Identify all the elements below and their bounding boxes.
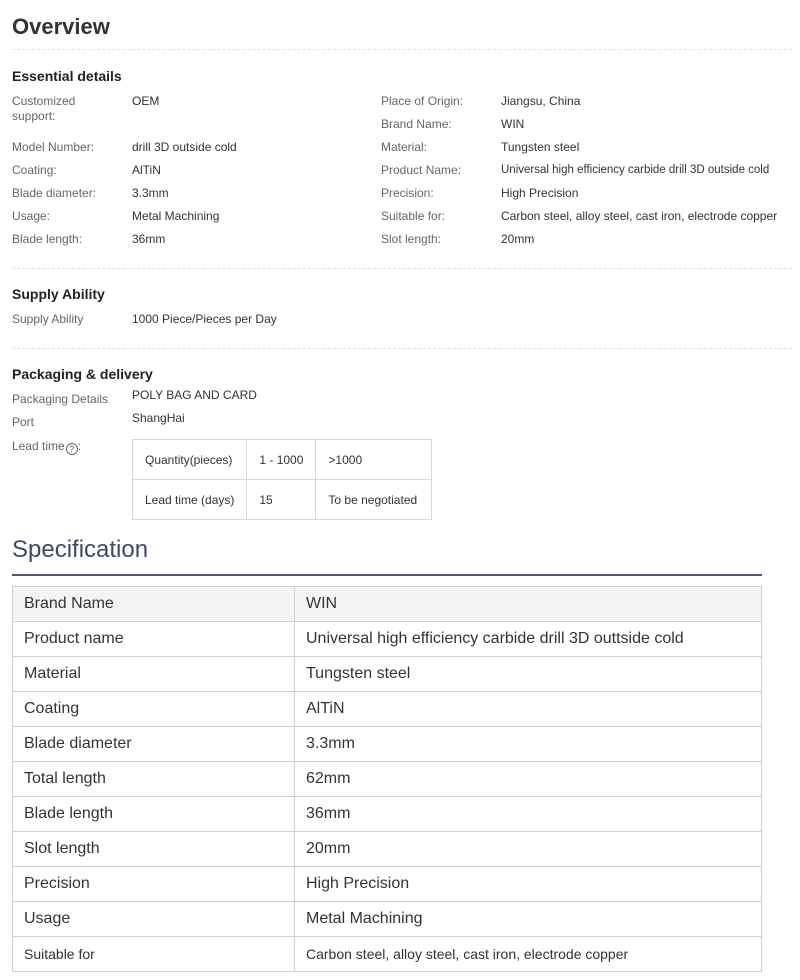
blade-diameter-label: Blade diameter: bbox=[12, 186, 97, 200]
spec-key: Slot length bbox=[13, 832, 295, 867]
specification-title: Specification bbox=[12, 536, 149, 563]
lead-time-table bbox=[132, 439, 432, 520]
slot-length-label: Slot length: bbox=[381, 232, 442, 246]
spec-value: 3.3mm bbox=[295, 727, 762, 762]
table-row bbox=[13, 727, 762, 762]
lead-time-label-wrap: Lead time ? : bbox=[12, 439, 82, 454]
spec-key: Product name bbox=[13, 622, 295, 657]
blade-length-label: Blade length: bbox=[12, 232, 83, 246]
spec-value: 20mm bbox=[295, 832, 762, 867]
material-label: Material: bbox=[381, 140, 428, 154]
spec-key: Blade diameter bbox=[13, 727, 295, 762]
model-number-value: drill 3D outside cold bbox=[132, 140, 237, 154]
spec-value: AlTiN bbox=[295, 692, 762, 727]
spec-value: 62mm bbox=[295, 762, 762, 797]
table-row bbox=[133, 440, 432, 480]
spec-value: Carbon steel, alloy steel, cast iron, electrode copper bbox=[295, 937, 762, 972]
suitable-for-value: Carbon steel, alloy steel, cast iron, electrode copper bbox=[501, 209, 778, 223]
table-cell: Lead time (days) bbox=[133, 480, 247, 520]
table-cell: 1 - 1000 bbox=[247, 440, 316, 480]
slot-length-value: 20mm bbox=[501, 232, 535, 246]
blade-diameter-value: 3.3mm bbox=[132, 186, 169, 200]
product-name-label: Product Name: bbox=[381, 163, 462, 177]
spec-value: Tungsten steel bbox=[295, 657, 762, 692]
specification-table bbox=[12, 586, 762, 972]
table-row bbox=[133, 480, 432, 520]
coating-label: Coating: bbox=[12, 163, 57, 177]
packaging-details-label: Packaging Details bbox=[12, 392, 109, 406]
table-row bbox=[13, 587, 762, 622]
suitable-for-label: Suitable for: bbox=[381, 209, 446, 223]
model-number-label: Model Number: bbox=[12, 140, 95, 154]
supply-ability-title: Supply Ability bbox=[12, 286, 105, 302]
lead-time-label: Lead time bbox=[12, 439, 65, 453]
usage-label: Usage: bbox=[12, 209, 51, 223]
customized-support-label: Customized support: bbox=[12, 94, 76, 123]
spec-key: Blade length bbox=[13, 797, 295, 832]
place-of-origin-label: Place of Origin: bbox=[381, 94, 464, 108]
spec-key: Precision bbox=[13, 867, 295, 902]
table-cell: >1000 bbox=[316, 440, 432, 480]
spec-value: Universal high efficiency carbide drill 3D outtside cold bbox=[295, 622, 762, 657]
table-cell: 15 bbox=[247, 480, 316, 520]
spec-value: WIN bbox=[295, 587, 762, 622]
spec-key: Total length bbox=[13, 762, 295, 797]
spec-value: Metal Machining bbox=[295, 902, 762, 937]
product-name-value: Universal high efficiency carbide drill 3D outside cold bbox=[501, 164, 770, 176]
port-value: ShangHai bbox=[132, 411, 185, 425]
table-row bbox=[13, 867, 762, 902]
packaging-delivery-title: Packaging & delivery bbox=[12, 366, 153, 382]
divider bbox=[12, 268, 792, 269]
table-row bbox=[13, 902, 762, 937]
spec-key: Usage bbox=[13, 902, 295, 937]
precision-value: High Precision bbox=[501, 186, 579, 200]
place-of-origin-value: Jiangsu, China bbox=[501, 94, 581, 108]
port-label: Port bbox=[12, 415, 35, 429]
table-row bbox=[13, 797, 762, 832]
table-cell: To be negotiated bbox=[316, 480, 432, 520]
spec-key: Brand Name bbox=[13, 587, 295, 622]
spec-key: Coating bbox=[13, 692, 295, 727]
supply-ability-value: 1000 Piece/Pieces per Day bbox=[132, 312, 277, 326]
table-row bbox=[13, 657, 762, 692]
usage-value: Metal Machining bbox=[132, 209, 220, 223]
divider bbox=[12, 348, 792, 349]
spec-key: Material bbox=[13, 657, 295, 692]
spec-value: 36mm bbox=[295, 797, 762, 832]
spec-key: Suitable for bbox=[13, 937, 295, 972]
packaging-details-value: POLY BAG AND CARD bbox=[132, 388, 257, 402]
material-value: Tungsten steel bbox=[501, 140, 580, 154]
table-row bbox=[13, 832, 762, 867]
table-row bbox=[13, 937, 762, 972]
specification-rule bbox=[12, 574, 762, 576]
essential-details-title: Essential details bbox=[12, 68, 122, 84]
customized-support-value: OEM bbox=[132, 94, 160, 108]
table-row bbox=[13, 692, 762, 727]
table-row bbox=[13, 622, 762, 657]
table-cell: Quantity(pieces) bbox=[133, 440, 247, 480]
coating-value: AlTiN bbox=[132, 163, 161, 177]
divider bbox=[12, 49, 792, 50]
supply-ability-label: Supply Ability bbox=[12, 312, 84, 326]
blade-length-value: 36mm bbox=[132, 232, 166, 246]
brand-name-label: Brand Name: bbox=[381, 117, 452, 131]
spec-value: High Precision bbox=[295, 867, 762, 902]
precision-label: Precision: bbox=[381, 186, 434, 200]
brand-name-value: WIN bbox=[501, 117, 525, 131]
question-circle-icon[interactable]: ? bbox=[66, 443, 78, 455]
table-row bbox=[13, 762, 762, 797]
overview-title: Overview bbox=[12, 14, 110, 39]
